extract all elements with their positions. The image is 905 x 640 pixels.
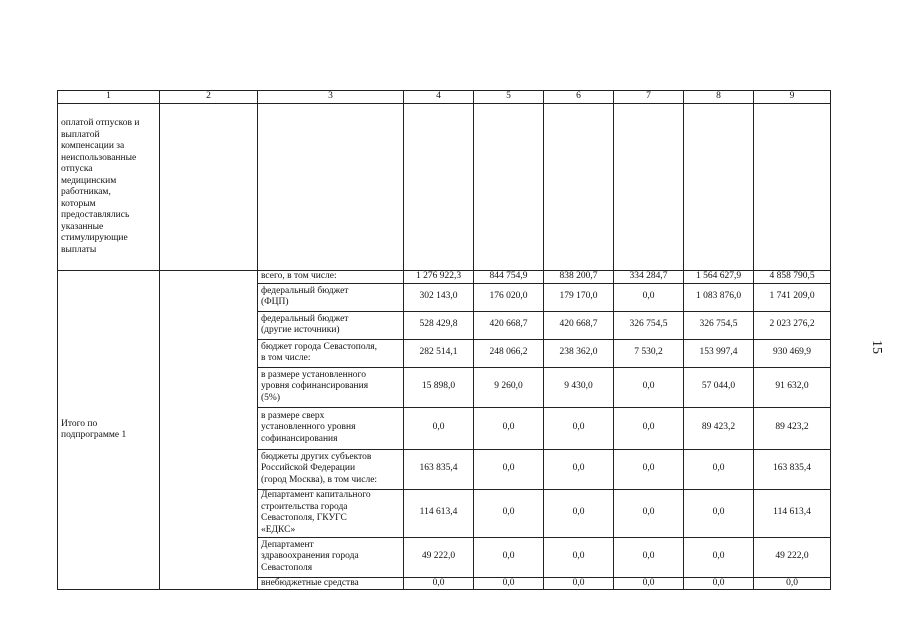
amount-cell: 89 423,2 — [754, 407, 831, 449]
empty-cell — [258, 104, 404, 271]
amount-cell: 0,0 — [544, 449, 614, 489]
funding-source-label: федеральный бюджет (ФЦП) — [258, 283, 404, 311]
empty-cell — [544, 104, 614, 271]
funding-source-label: в размере установленного уровня софинансирования (5%) — [258, 367, 404, 407]
amount-cell: 114 613,4 — [754, 489, 831, 537]
empty-cell — [754, 104, 831, 271]
amount-cell: 89 423,2 — [684, 407, 754, 449]
amount-cell: 0,0 — [474, 537, 544, 577]
amount-cell: 114 613,4 — [404, 489, 474, 537]
column-number: 1 — [58, 91, 160, 104]
amount-cell: 0,0 — [684, 577, 754, 590]
column-number: 4 — [404, 91, 474, 104]
amount-cell: 0,0 — [544, 489, 614, 537]
funding-source-label: бюджеты других субъектов Российской Федерации (город Москва), в том числе: — [258, 449, 404, 489]
empty-cell — [404, 104, 474, 271]
amount-cell: 0,0 — [614, 537, 684, 577]
empty-cell — [614, 104, 684, 271]
amount-cell: 153 997,4 — [684, 339, 754, 367]
amount-cell: 15 898,0 — [404, 367, 474, 407]
amount-cell: 326 754,5 — [614, 311, 684, 339]
amount-cell: 49 222,0 — [404, 537, 474, 577]
column-number: 3 — [258, 91, 404, 104]
amount-cell: 930 469,9 — [754, 339, 831, 367]
amount-cell: 1 083 876,0 — [684, 283, 754, 311]
amount-cell: 0,0 — [684, 489, 754, 537]
amount-cell: 91 632,0 — [754, 367, 831, 407]
continuation-text: оплатой отпусков и выплатой компенсации за неиспользованные отпуска медицинским работникам, которым предоставлялись указанные стимулирующие выплаты — [58, 104, 160, 271]
table-row — [58, 271, 831, 284]
amount-cell: 179 170,0 — [544, 283, 614, 311]
amount-cell: 0,0 — [614, 577, 684, 590]
funding-source-label: всего, в том числе: — [258, 271, 404, 284]
column-number: 2 — [160, 91, 258, 104]
amount-cell: 0,0 — [614, 489, 684, 537]
amount-cell: 0,0 — [614, 407, 684, 449]
empty-cell — [684, 104, 754, 271]
empty-cell — [474, 104, 544, 271]
amount-cell: 1 741 209,0 — [754, 283, 831, 311]
amount-cell: 0,0 — [544, 407, 614, 449]
amount-cell: 176 020,0 — [474, 283, 544, 311]
amount-cell: 282 514,1 — [404, 339, 474, 367]
amount-cell: 4 858 790,5 — [754, 271, 831, 284]
funding-source-label: бюджет города Севастополя, в том числе: — [258, 339, 404, 367]
amount-cell: 1 564 627,9 — [684, 271, 754, 284]
column-number: 6 — [544, 91, 614, 104]
amount-cell: 7 530,2 — [614, 339, 684, 367]
amount-cell: 0,0 — [684, 449, 754, 489]
amount-cell: 238 362,0 — [544, 339, 614, 367]
column-number: 7 — [614, 91, 684, 104]
column-number: 5 — [474, 91, 544, 104]
funding-source-label: Департамент капитального строительства города Севастополя, ГКУГС «ЕДКС» — [258, 489, 404, 537]
amount-cell: 248 066,2 — [474, 339, 544, 367]
amount-cell: 0,0 — [544, 577, 614, 590]
amount-cell: 844 754,9 — [474, 271, 544, 284]
amount-cell: 0,0 — [474, 407, 544, 449]
amount-cell: 0,0 — [474, 577, 544, 590]
continuation-row — [58, 104, 831, 271]
amount-cell: 326 754,5 — [684, 311, 754, 339]
amount-cell: 163 835,4 — [754, 449, 831, 489]
funding-source-label: Департамент здравоохранения города Севастополя — [258, 537, 404, 577]
column-number: 9 — [754, 91, 831, 104]
amount-cell: 0,0 — [474, 449, 544, 489]
amount-cell: 0,0 — [404, 577, 474, 590]
amount-cell: 49 222,0 — [754, 537, 831, 577]
funding-source-label: федеральный бюджет (другие источники) — [258, 311, 404, 339]
amount-cell: 334 284,7 — [614, 271, 684, 284]
amount-cell: 420 668,7 — [474, 311, 544, 339]
amount-cell: 1 276 922,3 — [404, 271, 474, 284]
subprogram-label: Итого по подпрограмме 1 — [58, 271, 160, 590]
empty-cell — [160, 271, 258, 590]
funding-source-label: внебюджетные средства — [258, 577, 404, 590]
amount-cell: 0,0 — [684, 537, 754, 577]
amount-cell: 420 668,7 — [544, 311, 614, 339]
amount-cell: 9 260,0 — [474, 367, 544, 407]
budget-table — [57, 90, 831, 590]
amount-cell: 0,0 — [474, 489, 544, 537]
amount-cell: 0,0 — [614, 449, 684, 489]
amount-cell: 2 023 276,2 — [754, 311, 831, 339]
amount-cell: 163 835,4 — [404, 449, 474, 489]
amount-cell: 0,0 — [614, 367, 684, 407]
amount-cell: 838 200,7 — [544, 271, 614, 284]
funding-source-label: в размере сверх установленного уровня софинансирования — [258, 407, 404, 449]
amount-cell: 528 429,8 — [404, 311, 474, 339]
column-number: 8 — [684, 91, 754, 104]
amount-cell: 302 143,0 — [404, 283, 474, 311]
column-number-row — [58, 91, 831, 104]
amount-cell: 0,0 — [614, 283, 684, 311]
empty-cell — [160, 104, 258, 271]
amount-cell: 0,0 — [404, 407, 474, 449]
amount-cell: 0,0 — [544, 537, 614, 577]
page-number: 15 — [869, 340, 884, 354]
amount-cell: 0,0 — [754, 577, 831, 590]
amount-cell: 9 430,0 — [544, 367, 614, 407]
amount-cell: 57 044,0 — [684, 367, 754, 407]
